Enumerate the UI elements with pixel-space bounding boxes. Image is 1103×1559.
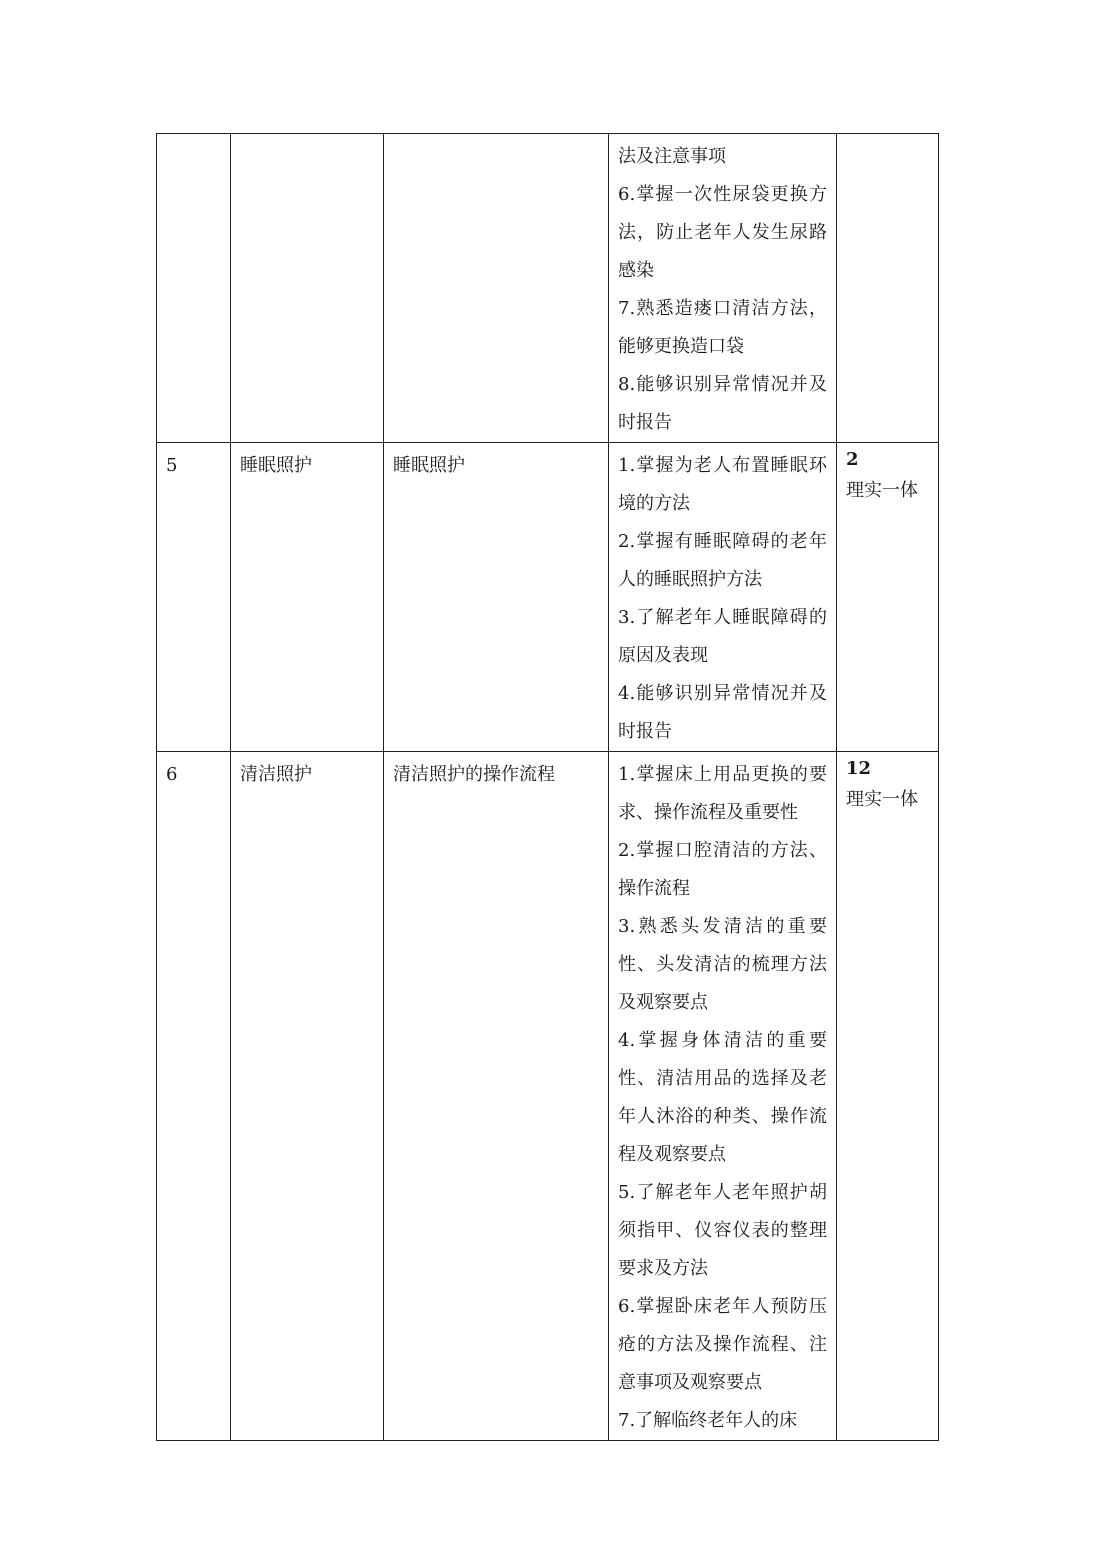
requirement-item: 3.了解老年人睡眠障碍的原因及表现	[618, 607, 827, 666]
hours-cell	[837, 443, 939, 752]
table-row	[157, 134, 939, 443]
requirement-item: 2.掌握有睡眠障碍的老年人的睡眠照护方法	[618, 531, 827, 590]
hours-value: 2	[846, 449, 859, 470]
requirement-item: 3.熟悉头发清洁的重要性、头发清洁的梳理方法及观察要点	[618, 916, 827, 1013]
hours-value: 12	[846, 758, 872, 779]
requirement-item: 4.掌握身体清洁的重要性、清洁用品的选择及老年人沐浴的种类、操作流程及观察要点	[618, 1030, 827, 1165]
requirement-item: 7.熟悉造瘘口清洁方法，能够更换造口袋	[618, 298, 827, 357]
requirements-list	[618, 756, 827, 1440]
requirements-list	[618, 138, 827, 442]
curriculum-table	[156, 133, 939, 1441]
module-cell: 睡眠照护	[231, 443, 384, 752]
module-cell: 清洁照护	[231, 752, 384, 1441]
requirements-list	[618, 447, 827, 751]
table-row	[157, 443, 939, 752]
requirement-item: 2.掌握口腔清洁的方法、操作流程	[618, 840, 827, 899]
unit-cell: 清洁照护的操作流程	[384, 752, 609, 1441]
unit-cell: 睡眠照护	[384, 443, 609, 752]
row-number-cell: 5	[157, 443, 231, 752]
requirements-cell	[609, 134, 837, 443]
hours-type: 理实一体	[846, 480, 918, 501]
hours-cell	[837, 134, 939, 443]
requirement-item: 8.能够识别异常情况并及时报告	[618, 374, 827, 433]
module-cell	[231, 134, 384, 443]
requirement-item: 1.掌握床上用品更换的要求、操作流程及重要性	[618, 764, 827, 823]
requirement-item: 法及注意事项	[618, 146, 726, 167]
hours-value	[846, 138, 929, 140]
requirement-item: 6.掌握一次性尿袋更换方法，防止老年人发生尿路感染	[618, 184, 827, 281]
unit-cell	[384, 134, 609, 443]
requirements-cell	[609, 752, 837, 1441]
requirement-item: 4.能够识别异常情况并及时报告	[618, 683, 827, 742]
requirement-item: 5.了解老年人老年照护胡须指甲、仪容仪表的整理要求及方法	[618, 1182, 827, 1279]
hours-type: 理实一体	[846, 789, 918, 810]
table-row	[157, 752, 939, 1441]
requirement-item: 6.掌握卧床老年人预防压疮的方法及操作流程、注意事项及观察要点	[618, 1296, 827, 1393]
row-number-cell: 6	[157, 752, 231, 1441]
row-number-cell	[157, 134, 231, 443]
requirements-cell	[609, 443, 837, 752]
hours-cell	[837, 752, 939, 1441]
requirement-item: 7.了解临终老年人的床	[618, 1410, 798, 1431]
requirement-item: 1.掌握为老人布置睡眠环境的方法	[618, 455, 827, 514]
